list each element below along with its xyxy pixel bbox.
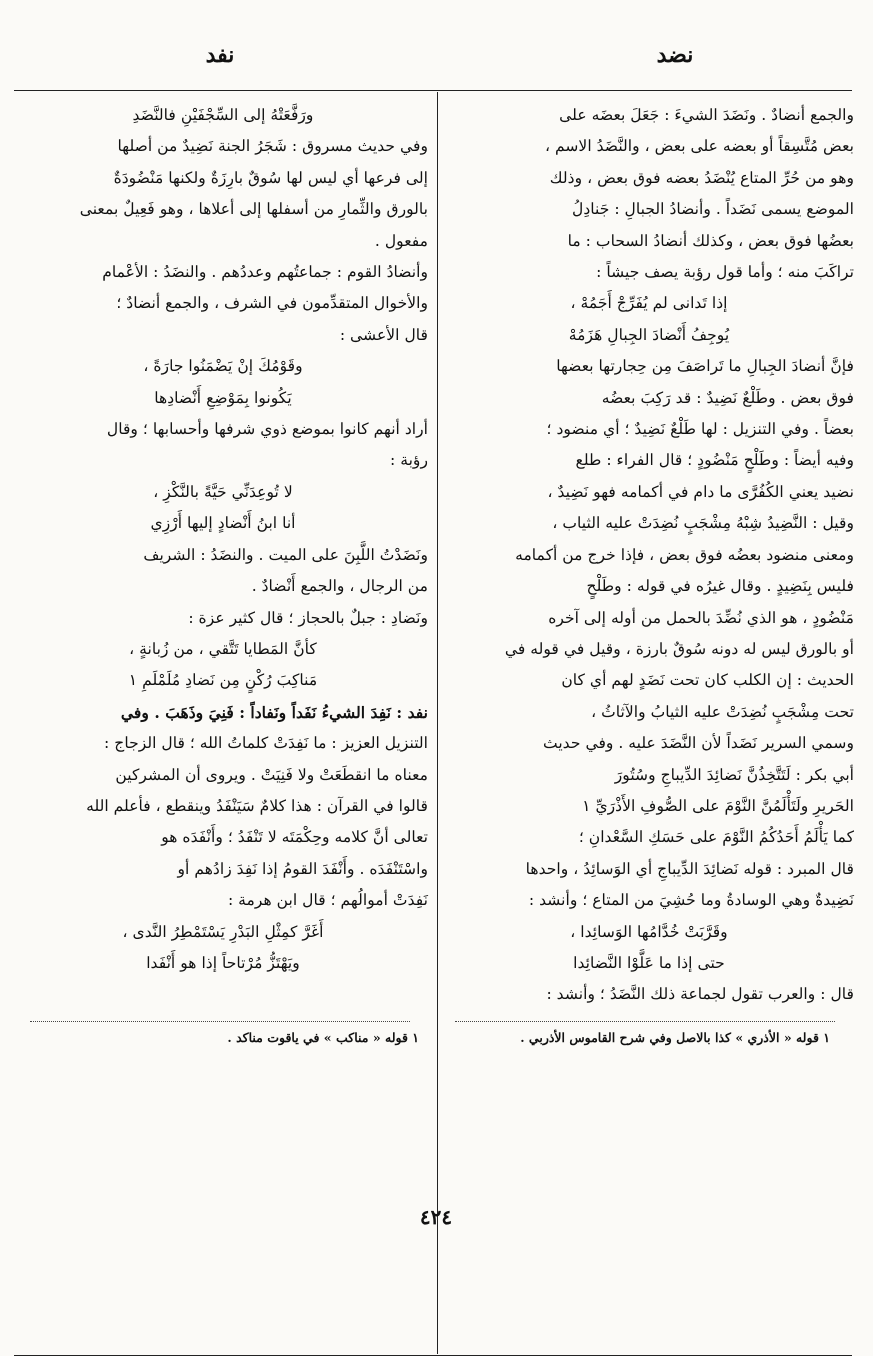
text-line: وهو من حُرِّ المتاع يُنْضَدُ بعضه فوق بعض ، وذلك	[549, 168, 854, 187]
verse-line: وقَوْمُكَ إنْ يَضْمَنُوا جارَةً ،	[143, 357, 303, 376]
text-line: نضيد يعني الكُفُرَّى ما دام في أكمامه فهو نَضِيدٌ ،	[547, 482, 854, 501]
verse-line: إذا تَدانى لم يُفَرِّجْ أَجَمُهْ ،	[570, 294, 728, 313]
verse-line: أنا ابنُ أَنْضادٍ إليها أَرْزِي	[150, 514, 296, 533]
header-word-right: نضد	[656, 42, 694, 68]
text-line: تعالى أنَّ كلامه وحِكْمَتَه لا تَنْفَدُ ؛ وأَنْفَدَه هو	[161, 828, 428, 847]
footnote-rule-right	[455, 1021, 835, 1022]
text-line: قال المبرد : قوله نَضائِدَ الدِّيباجِ أي الوَسائِدُ ، واحدها	[525, 859, 854, 878]
text-line: وقيل : النَّضِيدُ شِبْهُ مِشْجَبٍ نُضِدَتْ عليه الثياب ،	[552, 514, 854, 533]
verse-line: حتى إذا ما عَلَّوْا النَّضائِدا	[573, 953, 725, 972]
text-line: ونَضَدْتُ اللَّبِنَ على الميت . والنضَدُ : الشريف	[143, 545, 428, 564]
text-line: قالوا في القرآن : هذا كلامٌ سَيَنْفَدُ وينقطع ، فأعلم الله	[86, 796, 428, 815]
text-line: ونَضادِ : جبلٌ بالحجاز ؛ قال كثير عزة :	[188, 608, 428, 627]
footnote-left: ١ قوله « مناكب » في ياقوت مناكد .	[227, 1030, 419, 1045]
text-line: وفيه أيضاً : وطَلْحٍ مَنْضُودٍ ؛ قال الفراء : طلع	[575, 451, 854, 470]
text-line: الحَريرِ ولَتَأْلَمُنَّ النَّوْمَ على الصُّوفِ الأَذْرَيِّ ١	[582, 796, 854, 815]
text-line: أبي بكر : لَتَتَّخِذُنَّ نَضائِدَ الدِّيباجِ وسُتُورَ	[614, 765, 854, 784]
text-line: نَضِيدةٌ وهي الوسادةُ وما حُشِيَ من المتاع ؛ وأنشد :	[528, 891, 854, 910]
verse-line: لا تُوعِدَنِّي حَيَّةً بالنَّكْزِ ،	[153, 482, 293, 501]
top-rule	[14, 90, 852, 91]
text-line: رؤبة :	[390, 451, 428, 470]
text-line: وسمي السرير نَضَداً لأن النَّضَدَ عليه . وفي حديث	[543, 734, 854, 753]
text-line: ومعنى منضود بعضُه فوق بعض ، فإذا خرج من أكمامه	[515, 545, 854, 564]
footnote-rule-left	[30, 1021, 410, 1022]
text-line: فإنَّ أنضادَ الجِبالِ ما تَراصَفَ مِن حِجارتها بعضها	[556, 357, 854, 376]
text-line: وأنضادُ القوم : جماعتُهم وعددُهم . والنضَدُ : الأعْمام	[102, 263, 428, 282]
verse-line: كأنَّ المَطايا تَتَّقي ، من زُبانةٍ ،	[129, 639, 317, 658]
text-line: وفي حديث مسروق : شَجَرُ الجنة نَضِيدٌ من أصلها	[117, 137, 428, 156]
verse-line: ورَفَّعَتْهُ إلى السِّجْفَيْنِ فالنَّضَدِ	[132, 106, 314, 124]
left-column	[18, 100, 428, 979]
text-line: واسْتَنْفَدَه . وأَنْفَدَ القومُ إذا نَفِدَ زادُهم أو	[177, 859, 428, 878]
column-divider	[437, 92, 438, 1354]
verse-line: يُوجِفُ أَنْضادَ الجِبالِ هَزَمُهْ	[568, 325, 730, 344]
verse-line: يَكُونوا بِمَوْضِعِ أَنْضادِها	[154, 388, 292, 407]
text-line: بالورق والثِّمارِ من أسفلها إلى أعلاها ، وهو فَعِيلٌ بمعنى	[79, 200, 428, 219]
text-line: إلى فرعها أي ليس لها سُوقٌ بارِزَةٌ ولكنها مَنْضُودَةٌ	[113, 168, 428, 187]
footnote-right: ١ قوله « الأذري » كذا بالاصل وفي شرح القاموس الأذربي .	[520, 1030, 830, 1045]
text-line: قال : والعرب تقول لجماعة ذلك النَّضَدُ ؛ وأنشد :	[546, 985, 854, 1004]
text-line: تحت مِشْجَبٍ نُضِدَتْ عليه الثيابُ والآثاثُ ،	[591, 702, 854, 721]
text-line: مَنْضُودٍ ، هو الذي نُضِّدَ بالحمل من أوله إلى آخره	[548, 608, 854, 627]
header-word-left: نفد	[205, 42, 235, 68]
text-line: فوق بعض . وطَلْعٌ نَضِيدٌ : قد رَكِبَ بعضُه	[601, 388, 854, 407]
verse-line: مَناكِبَ رُكْنٍ مِن نَضادِ مُلَمْلَمِ ١	[128, 671, 318, 690]
text-line: والأخوال المتقدِّمون في الشرف ، والجمع أنضادٌ ؛	[116, 294, 428, 313]
verse-line: أَغَرَّ كمِثْلِ البَدْرِ يَسْتَمْطِرُ النَّدى ،	[122, 922, 324, 941]
text-line: والجمع أنضادٌ . ونَضَدَ الشيءَ : جَعَلَ بعضَه على	[559, 106, 854, 124]
text-line: أو بالورق ليس له دونه سُوقٌ بارزة ، وقيل في قوله في	[504, 639, 854, 658]
text-line: بعضاً . وفي التنزيل : لها طَلْعٌ نَضِيدٌ ؛ أي منضود ؛	[546, 420, 854, 439]
text-line: معناه ما انقطَعَتْ ولا فَنِيَتْ . ويروى أن المشركين	[115, 765, 428, 784]
page-number: ٤٢٤	[419, 1205, 453, 1229]
text-line: نَفِدَتْ أموالُهم ؛ قال ابن هرمة :	[227, 891, 428, 910]
text-line: بعض مُتَّسِقاً أو بعضه على بعض ، والنَّضَدُ الاسم ،	[545, 137, 854, 156]
text-line: من الرجال ، والجمع أَنْضادٌ .	[251, 577, 428, 596]
right-column	[444, 100, 854, 1011]
text-line: قال الأعشى :	[339, 325, 428, 344]
text-line: مفعول .	[374, 231, 428, 250]
verse-line: وقَرَّبَتْ خُدَّامُها الوَسائِدا ،	[570, 922, 728, 941]
text-line: الموضع يسمى نَضَداً . وأنضادُ الجبالِ : جَنادِلُ	[572, 200, 854, 219]
verse-line: ويَهْتَزُّ مُرْتاحاً إذا هو أَنْفَدا	[146, 953, 300, 972]
text-line: تراكَبَ منه ؛ وأما قول رؤبة يصف جيشاً :	[596, 263, 854, 282]
text-line: أراد أنهم كانوا بموضع ذوي شرفها وأحسابها ؛ وقال	[106, 420, 428, 439]
text-line: الحديث : إن الكلب كان تحت نَضَدٍ لهم أي كان	[561, 671, 854, 690]
text-line: كما يَأْلَمُ أَحَدُكُمُ النَّوْمَ على حَسَكِ السَّعْدانِ ؛	[578, 828, 854, 847]
entry-heading-nafad: نفد : نَفِدَ الشيءُ نَفَداً ونَفاداً : فَنِيَ وذَهَبَ . وفي	[120, 702, 428, 722]
text-line: بعضُها فوق بعض ، وكذلك أنضادُ السحاب : ما	[567, 231, 854, 250]
text-line: التنزيل العزيز : ما نَفِدَتْ كلماتُ الله ؛ قال الزجاج :	[104, 734, 428, 753]
text-line: فليس بِنَضِيدٍ . وقال غيرُه في قوله : وطَلْحٍ	[586, 577, 854, 596]
